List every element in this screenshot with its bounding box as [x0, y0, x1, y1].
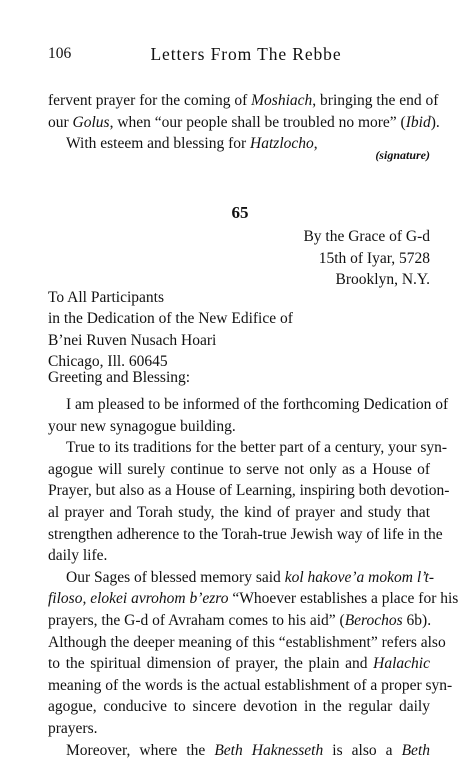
text-line: I am pleased to be informed of the forthcoming Dedication of: [66, 396, 449, 413]
text-line: prayers.: [48, 719, 98, 737]
text-line: meaning of the words is the actual establishment of a proper syn-: [48, 676, 453, 694]
letter-number: 65: [231, 203, 249, 222]
running-title: Letters From The Rebbe: [150, 44, 342, 64]
continued-letter-ending: [48, 90, 440, 155]
address-line: in the Dedication of the New Edifice of: [48, 310, 293, 328]
text-line: agogue, conducive to sincere devotion in the regular daily: [48, 698, 430, 716]
text-line: True to its traditions for the better part of a century, your syn-: [66, 439, 448, 457]
address-block: [48, 287, 293, 373]
text-line: agogue will surely continue to serve not only as a House of: [48, 460, 430, 478]
page-number: 106: [48, 45, 72, 62]
signature-note: (signature): [375, 148, 430, 162]
text-line: fervent prayer for the coming of Moshiach, bringing the end of: [48, 92, 439, 109]
dateline-line: By the Grace of G-d: [303, 228, 430, 245]
text-line: Our Sages of blessed memory said kol hakove’a mokom l’t-: [66, 568, 435, 586]
address-line: To All Participants: [48, 289, 165, 306]
dateline: [303, 226, 430, 291]
text-line: strengthen adherence to the Torah-true Jewish way of life in the: [48, 525, 443, 543]
address-line: B’nei Ruven Nusach Hoari: [48, 331, 217, 349]
text-line: al prayer and Torah study, the kind of prayer and study that: [48, 503, 430, 521]
text-line: Although the deeper meaning of this “establishment” refers also: [48, 633, 446, 651]
greeting: Greeting and Blessing:: [48, 369, 191, 386]
text-line: to the spiritual dimension of prayer, the plain and Halachic: [48, 655, 430, 673]
address-line: Chicago, Ill. 60645: [48, 353, 168, 371]
page-header: [48, 44, 430, 66]
text-line: Prayer, but also as a House of Learning, inspiring both devotion-: [48, 482, 450, 500]
text-line: filoso, elokei avrohom b’ezro “Whoever establishes a place for his: [48, 590, 459, 608]
dateline-line: 15th of Iyar, 5728: [318, 249, 430, 267]
dateline-line: Brooklyn, N.Y.: [335, 271, 430, 289]
text-line: Moreover, where the Beth Haknesseth is also a Beth: [66, 741, 430, 759]
text-line: our Golus, when “our people shall be troubled no more” (Ibid).: [48, 113, 440, 131]
closing-line: With esteem and blessing for Hatzlocho,: [66, 135, 318, 153]
letter-body: [48, 394, 459, 761]
text-line: your new synagogue building.: [48, 417, 236, 435]
text-line: prayers, the G-d of Avraham comes to his aid” (Berochos 6b).: [48, 611, 432, 629]
text-line: daily life.: [48, 547, 108, 565]
